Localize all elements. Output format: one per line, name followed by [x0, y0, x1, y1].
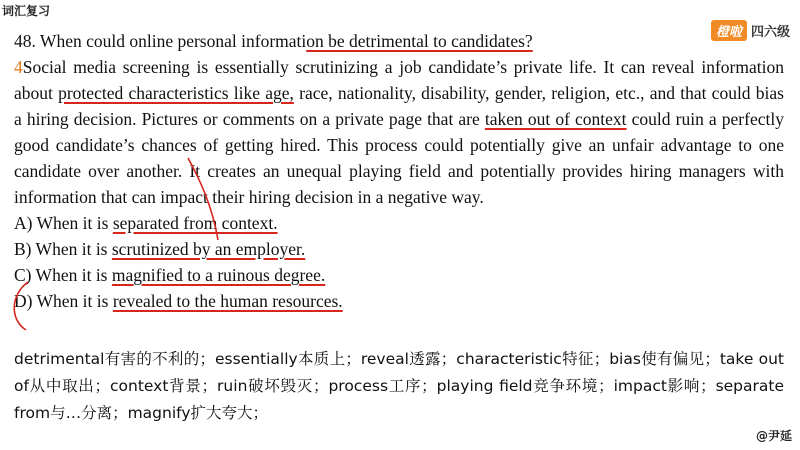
option-underline: magnified to a ruinous degree.	[111, 265, 326, 285]
option-prefix: A) When it is	[14, 213, 113, 233]
option-a	[14, 210, 784, 236]
question-text	[14, 28, 784, 54]
question-underlined: on be detrimental to candidates?	[306, 31, 533, 51]
option-prefix: C) When it is	[14, 265, 112, 285]
passage-paragraph	[14, 54, 784, 210]
vocabulary-notes: detrimental有害的不利的；essentially本质上；reveal透露；characteristic特征；bias使有偏见；take out of从中取出；context背景；ruin破坏毁灭；process工序；playing field竞争环境；impact影响；separate from与…分离；magnify扩大夸大；	[14, 350, 784, 422]
option-prefix: B) When it is	[14, 239, 112, 259]
passage-segment: race, nationality, disability, gender, religion, etc., and that could bias a hiring decision. Pictures or comments on a private page that are	[14, 83, 784, 129]
option-b	[14, 236, 784, 262]
passage-segment: Social media screening is essentially scrutinizing a job candidate’s private life. It can reveal information about	[14, 57, 784, 103]
option-underline: revealed to the human resources.	[112, 291, 343, 311]
option-c	[14, 262, 784, 288]
passage-underline: taken out of context	[484, 109, 627, 129]
option-prefix: D) When it is	[14, 291, 113, 311]
passage-underline: protected characteristics like age,	[58, 83, 294, 103]
section-title: 词汇复习	[2, 4, 51, 18]
paragraph-number: 4	[14, 57, 23, 77]
question-content	[14, 28, 784, 314]
option-underline: separated from context.	[112, 213, 278, 233]
brand-badge: 橙啦	[711, 20, 747, 41]
option-d	[14, 288, 784, 314]
question-lead: 48. When could online personal informati	[14, 31, 307, 51]
author-credit: @尹延	[755, 429, 792, 443]
option-underline: scrutinized by an employer.	[111, 239, 306, 259]
passage-segment: could ruin a perfectly good candidate’s chances of getting hired. This process could potentially give an unfair advantage to one candidate over another. It creates an unequal playing field and potentially provides hiring managers with information that can impact their hiring decision in a negative way.	[14, 109, 784, 207]
brand-level: 四六级	[750, 25, 790, 40]
